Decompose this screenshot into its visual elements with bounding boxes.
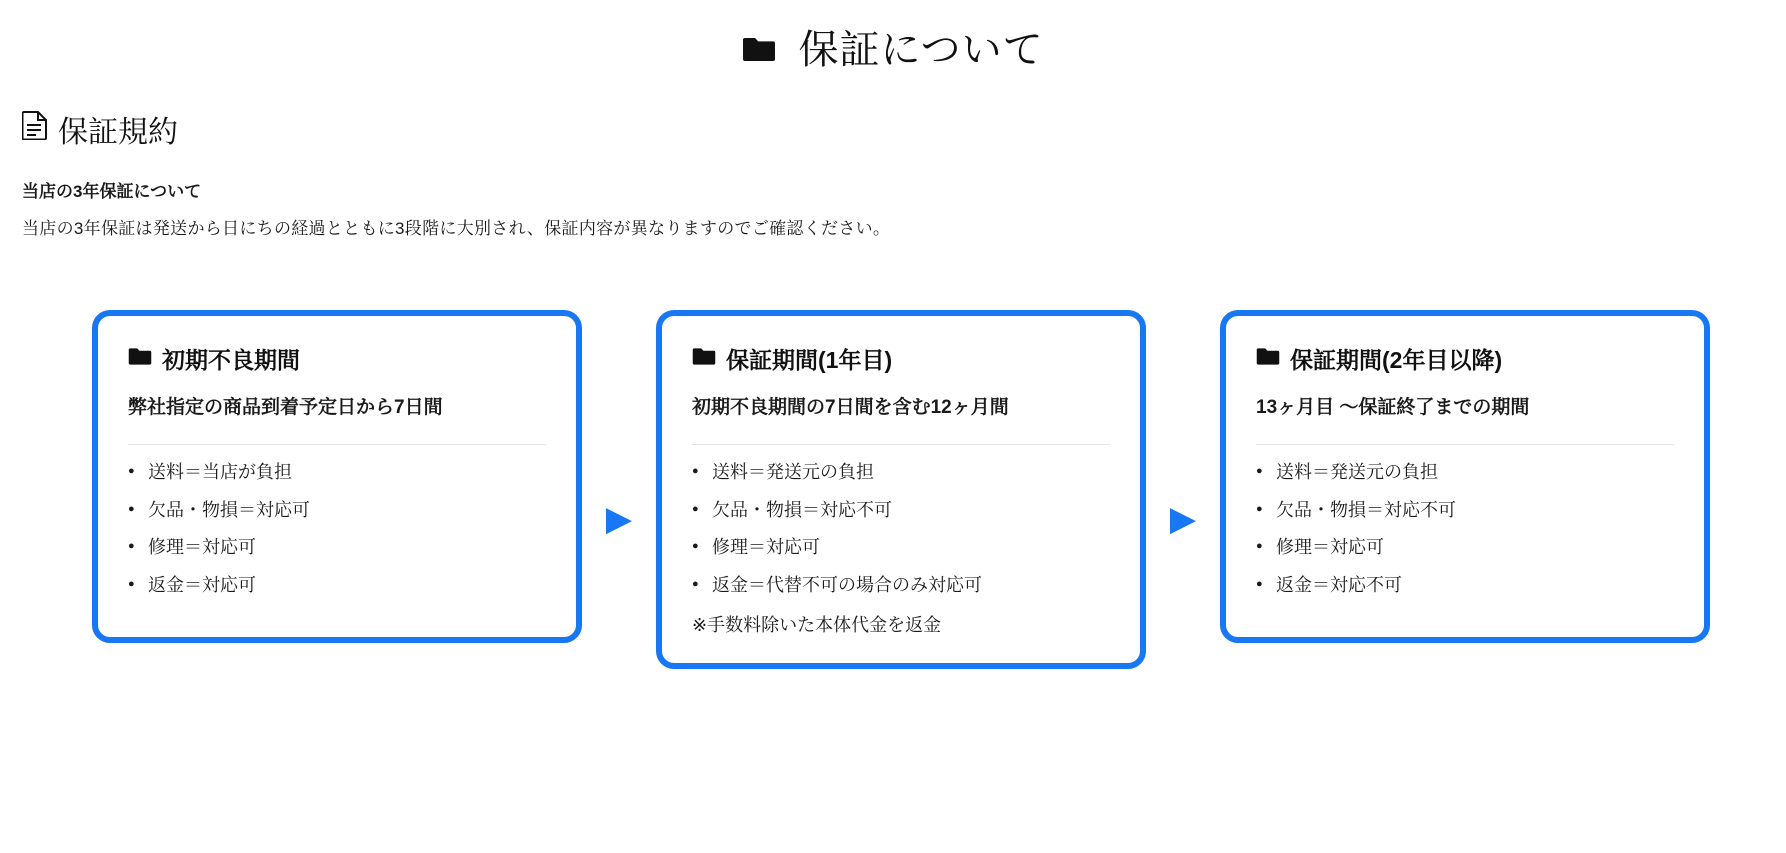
card-bullet-list [128, 461, 546, 597]
section-title [22, 107, 1786, 151]
section-title-text: 保証規約 [58, 116, 178, 149]
list-item: ● 欠品・物損＝対応不可 [692, 499, 1110, 522]
list-item: ● 欠品・物損＝対応不可 [1256, 499, 1674, 522]
card-bullet-list [1256, 461, 1674, 597]
list-item: ● 修理＝対応可 [1256, 536, 1674, 559]
flow-arrow-1 [582, 502, 656, 536]
list-item: ● 送料＝発送元の負担 [1256, 461, 1674, 484]
folder-icon [692, 345, 716, 372]
list-item: ● 送料＝当店が負担 [128, 461, 546, 484]
folder-icon [128, 345, 152, 372]
page-title-text: 保証について [798, 28, 1044, 72]
lead-heading: 当店の3年保証について [22, 182, 202, 201]
card-title [1256, 342, 1674, 375]
warranty-page [0, 18, 1786, 853]
folder-icon [1256, 345, 1280, 372]
flow-arrow-2 [1146, 502, 1220, 536]
warranty-flow [0, 310, 1786, 669]
card-bullet-list [692, 461, 1110, 597]
folder-icon [742, 28, 776, 73]
list-item: ● 修理＝対応可 [128, 536, 546, 559]
card-period: 弊社指定の商品到着予定日から7日間 [128, 397, 443, 418]
list-item: ● 返金＝対応可 [128, 574, 546, 597]
card-title-text: 保証期間(1年目) [726, 347, 893, 373]
list-item: ● 欠品・物損＝対応可 [128, 499, 546, 522]
card-divider [1256, 444, 1674, 445]
card-title-text: 初期不良期間 [162, 347, 300, 373]
warranty-card-year-2-plus [1220, 310, 1710, 643]
card-title [692, 342, 1110, 375]
card-divider [128, 444, 546, 445]
card-period: 初期不良期間の7日間を含む12ヶ月間 [692, 397, 1009, 418]
card-title-text: 保証期間(2年目以降) [1290, 347, 1503, 373]
card-period: 13ヶ月目 〜保証終了までの期間 [1256, 397, 1530, 418]
arrow-right-icon: ▶ [605, 500, 633, 538]
page-title [0, 18, 1786, 75]
document-icon [22, 110, 48, 148]
warranty-card-year-1 [656, 310, 1146, 669]
card-note: ※手数料除いた本体代金を返金 [692, 615, 942, 635]
warranty-card-initial-defect [92, 310, 582, 643]
card-divider [692, 444, 1110, 445]
list-item: ● 返金＝代替不可の場合のみ対応可 [692, 574, 1110, 597]
lead-text: 当店の3年保証は発送から日にちの経過とともに3段階に大別され、保証内容が異なりますのでご確認ください。 [22, 219, 891, 238]
list-item: ● 返金＝対応不可 [1256, 574, 1674, 597]
arrow-right-icon: ▶ [1169, 500, 1197, 538]
card-title [128, 342, 546, 375]
list-item: ● 修理＝対応可 [692, 536, 1110, 559]
list-item: ● 送料＝発送元の負担 [692, 461, 1110, 484]
